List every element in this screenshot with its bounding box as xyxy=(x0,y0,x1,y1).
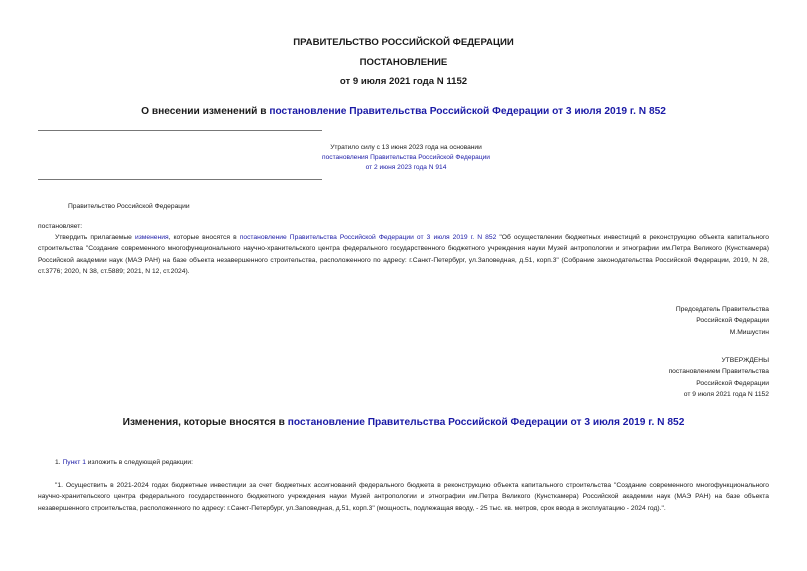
authority-heading: ПРАВИТЕЛЬСТВО РОССИЙСКОЙ ФЕДЕРАЦИИ xyxy=(293,37,514,48)
document-title-prefix: О внесении изменений в xyxy=(141,106,270,117)
signature-country: Российской Федерации xyxy=(696,317,769,325)
document-title xyxy=(0,106,807,117)
changes-link[interactable]: изменения xyxy=(134,234,169,241)
signature-block xyxy=(676,304,769,338)
item-1-number: 1. xyxy=(55,459,63,466)
item-1-text: изложить в следующей редакции: xyxy=(85,459,193,466)
changes-title xyxy=(0,417,807,428)
changes-title-link[interactable]: постановление Правительства Российской Федерации от 3 июля 2019 г. N 852 xyxy=(287,417,685,428)
divider-top xyxy=(38,130,322,131)
document-date-number: от 9 июля 2021 года N 1152 xyxy=(339,76,468,87)
signature-position: Председатель Правительства xyxy=(675,306,769,313)
approval-line: постановлением Правительства xyxy=(668,368,769,376)
status-note-link[interactable]: постановления Правительства Российской Федерации xyxy=(322,154,490,162)
signature-name: М.Мишустин xyxy=(729,328,769,336)
status-note xyxy=(300,143,512,174)
divider-bottom xyxy=(38,179,322,180)
item-1-quote: "1. Осуществить в 2021-2024 годах бюджетные инвестиции за счет бюджетных ассигнований федерального бюджета в реконструкцию объекта капитального строительства "Создание современного многофункционального научно-хранительского центра федерального государственного бюджетного учреждения науки Музей антропологии и этнографии им.Петра Великого (Кунсткамера) Российской академии наук (МАЭ РАН) на базе объекта незавершенного строительства, расположенного по адресу: г.Санкт-Петербург, ул.Заповедная, д.51, корп.3" (мощность, подлежащая вводу, - 25 тыс. кв. метров, срок ввода в эксплуатацию - 2024 год).". xyxy=(38,482,769,512)
status-note-line: Утратило силу с 13 июня 2023 года на основании xyxy=(330,144,482,151)
resolves-line: постановляет: xyxy=(38,223,83,230)
resolution-link[interactable]: постановление Правительства Российской Федерации от 3 июля 2019 г. N 852 xyxy=(239,234,497,241)
paragraph-text: , которые вносятся в xyxy=(168,234,240,241)
document-title-link[interactable]: постановление Правительства Российской Федерации от 3 июля 2019 г. N 852 xyxy=(269,106,666,117)
document-type-heading: ПОСТАНОВЛЕНИЕ xyxy=(359,57,448,68)
paragraph-text: "Об осуществлении бюджетных инвестиций в реконструкцию объекта капитального строительства "Создание современного многофункционального научно-хранительского центра федерального государственного бюджетного учреждения науки Музей антропологии и этнографии им.Петра Великого (Кунсткамера) Российской академии наук (МАЭ РАН) на базе объекта незавершенного строительства, расположенного по адресу: г.Санкт-Петербург, ул.Заповедная, д.51, корп.3" (Собрание законодательства Российской Федерации, 2019, N 28, ст.3776; 2020, N 38, ст.5889; 2021, N 12, ст.2024). xyxy=(38,234,769,276)
changes-title-prefix: Изменения, которые вносятся в xyxy=(122,417,288,428)
status-note-link-date[interactable]: от 2 июня 2023 года N 914 xyxy=(365,164,447,172)
paragraph-text: Утвердить прилагаемые xyxy=(55,234,135,241)
approval-heading: УТВЕРЖДЕНЫ xyxy=(721,357,769,364)
item-1-link[interactable]: Пункт 1 xyxy=(62,459,86,466)
approval-line: Российской Федерации xyxy=(696,379,769,387)
resolution-paragraph xyxy=(38,232,769,278)
approval-block xyxy=(669,355,769,401)
government-line: Правительство Российской Федерации xyxy=(68,203,190,210)
approval-line: от 9 июля 2021 года N 1152 xyxy=(683,391,769,399)
item-1 xyxy=(55,457,555,468)
